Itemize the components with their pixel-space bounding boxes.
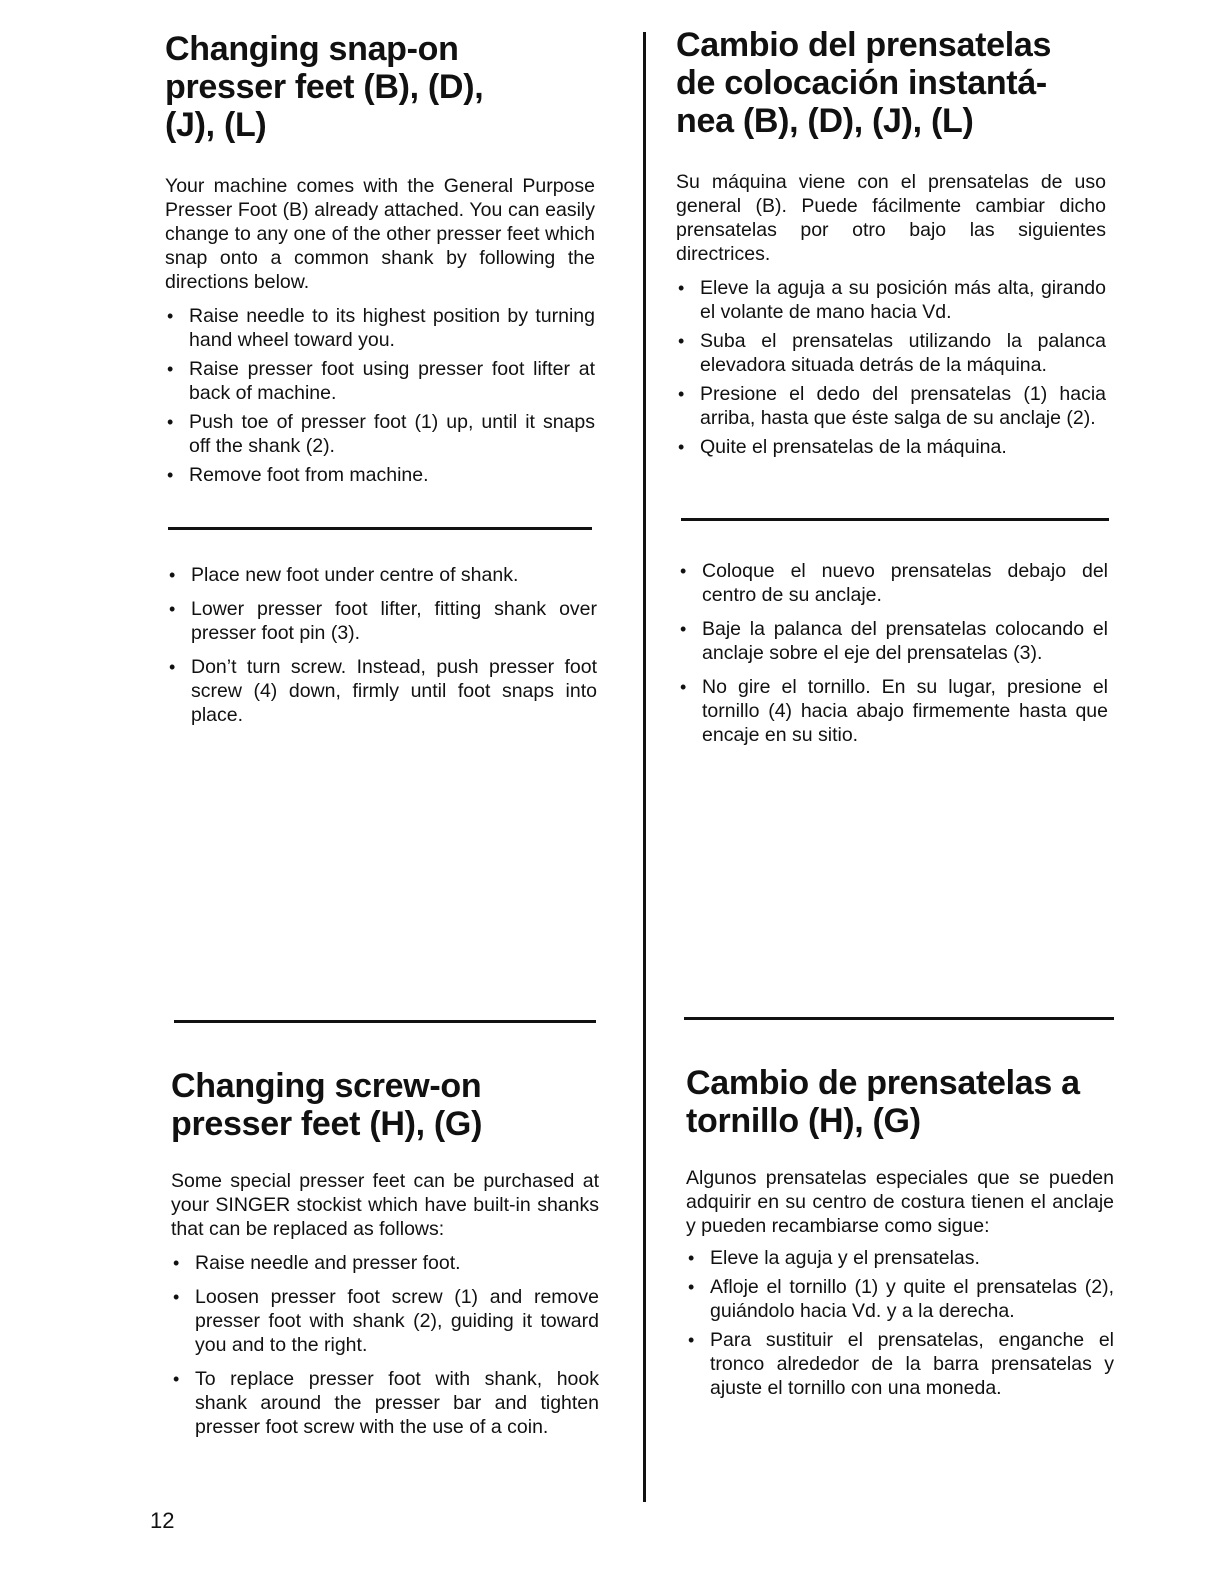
es-snap-steps-2 xyxy=(678,559,1108,747)
en-screw-steps xyxy=(171,1251,599,1439)
heading-line: de colocación instantá- xyxy=(676,64,1047,102)
en-snap-intro: Your machine comes with the General Purpose Presser Foot (B) already attached. You can easily change to any one of the other presser feet which snap onto a common shank by following the directions below. xyxy=(165,175,595,293)
list-item: • Presione el dedo del prensatelas (1) hacia arriba, hasta que éste salga de su anclaje (2). xyxy=(676,382,1106,430)
list-item: • Push toe of presser foot (1) up, until it snaps off the shank (2). xyxy=(165,410,595,458)
en-screw-section xyxy=(171,1067,599,1439)
en-snap-steps-2 xyxy=(167,563,597,727)
es-snap-section xyxy=(676,26,1106,459)
heading-line: Changing screw-on xyxy=(171,1067,482,1105)
list-item: • Baje la palanca del prensatelas colocando el anclaje sobre el eje del prensatelas (3). xyxy=(678,617,1108,665)
es-snap-steps xyxy=(676,276,1106,459)
es-screw-steps xyxy=(686,1246,1114,1400)
en-snap-divider xyxy=(168,527,592,530)
list-item: • Coloque el nuevo prensatelas debajo del centro de su anclaje. xyxy=(678,559,1108,607)
list-item: • Raise presser foot using presser foot lifter at back of machine. xyxy=(165,357,595,405)
column-divider xyxy=(643,32,646,1502)
es-screw-section xyxy=(686,1064,1114,1400)
es-screw-heading xyxy=(686,1064,1114,1140)
list-item: • Remove foot from machine. xyxy=(165,463,595,487)
es-screw-divider xyxy=(684,1017,1114,1020)
list-item: • Eleve la aguja y el prensatelas. xyxy=(686,1246,1114,1270)
en-snap-steps xyxy=(165,304,595,487)
es-screw-intro: Algunos prensatelas especiales que se pueden adquirir en su centro de costura tienen el anclaje y pueden recambiarse como sigue: xyxy=(686,1167,1114,1237)
heading-line: tornillo (H), (G) xyxy=(686,1102,921,1140)
list-item: • Quite el prensatelas de la máquina. xyxy=(676,435,1106,459)
en-screw-heading xyxy=(171,1067,599,1143)
en-screw-intro: Some special presser feet can be purchased at your SINGER stockist which have built-in shanks that can be replaced as follows: xyxy=(171,1170,599,1240)
heading-line: (J), (L) xyxy=(165,106,267,144)
list-item: • Eleve la aguja a su posición más alta, girando el volante de mano hacia Vd. xyxy=(676,276,1106,324)
list-item: • No gire el tornillo. En su lugar, presione el tornillo (4) hacia abajo firmemente hasta que encaje en su sitio. xyxy=(678,675,1108,747)
en-snap-heading xyxy=(165,30,595,144)
heading-line: nea (B), (D), (J), (L) xyxy=(676,102,974,140)
heading-line: presser feet (H), (G) xyxy=(171,1105,483,1143)
list-item: • Raise needle and presser foot. xyxy=(171,1251,599,1275)
heading-line: Cambio del prensatelas xyxy=(676,26,1052,64)
es-snap-continued xyxy=(678,559,1108,747)
heading-line: Changing snap-on xyxy=(165,30,459,68)
page-number: 12 xyxy=(150,1508,175,1533)
list-item: • Para sustituir el prensatelas, enganche el tronco alrededor de la barra prensatelas y ajuste el tornillo con una moneda. xyxy=(686,1328,1114,1400)
list-item: • Place new foot under centre of shank. xyxy=(167,563,597,587)
list-item: • Don’t turn screw. Instead, push presser foot screw (4) down, firmly until foot snaps into place. xyxy=(167,655,597,727)
en-snap-continued xyxy=(167,563,597,727)
heading-line: Cambio de prensatelas a xyxy=(686,1064,1080,1102)
es-snap-divider xyxy=(681,518,1109,521)
en-snap-section xyxy=(165,30,595,487)
list-item: • Raise needle to its highest position by turning hand wheel toward you. xyxy=(165,304,595,352)
es-snap-intro: Su máquina viene con el prensatelas de uso general (B). Puede fácilmente cambiar dicho prensatelas por otro bajo las siguientes directrices. xyxy=(676,171,1106,265)
heading-line: presser feet (B), (D), xyxy=(165,68,484,106)
en-screw-divider xyxy=(174,1020,596,1023)
list-item: • Suba el prensatelas utilizando la palanca elevadora situada detrás de la máquina. xyxy=(676,329,1106,377)
list-item: • Lower presser foot lifter, fitting shank over presser foot pin (3). xyxy=(167,597,597,645)
es-snap-heading xyxy=(676,26,1106,140)
list-item: • To replace presser foot with shank, hook shank around the presser bar and tighten presser foot screw with the use of a coin. xyxy=(171,1367,599,1439)
list-item: • Loosen presser foot screw (1) and remove presser foot with shank (2), guiding it toward you and to the right. xyxy=(171,1285,599,1357)
list-item: • Afloje el tornillo (1) y quite el prensatelas (2), guiándolo hacia Vd. y a la derecha. xyxy=(686,1275,1114,1323)
